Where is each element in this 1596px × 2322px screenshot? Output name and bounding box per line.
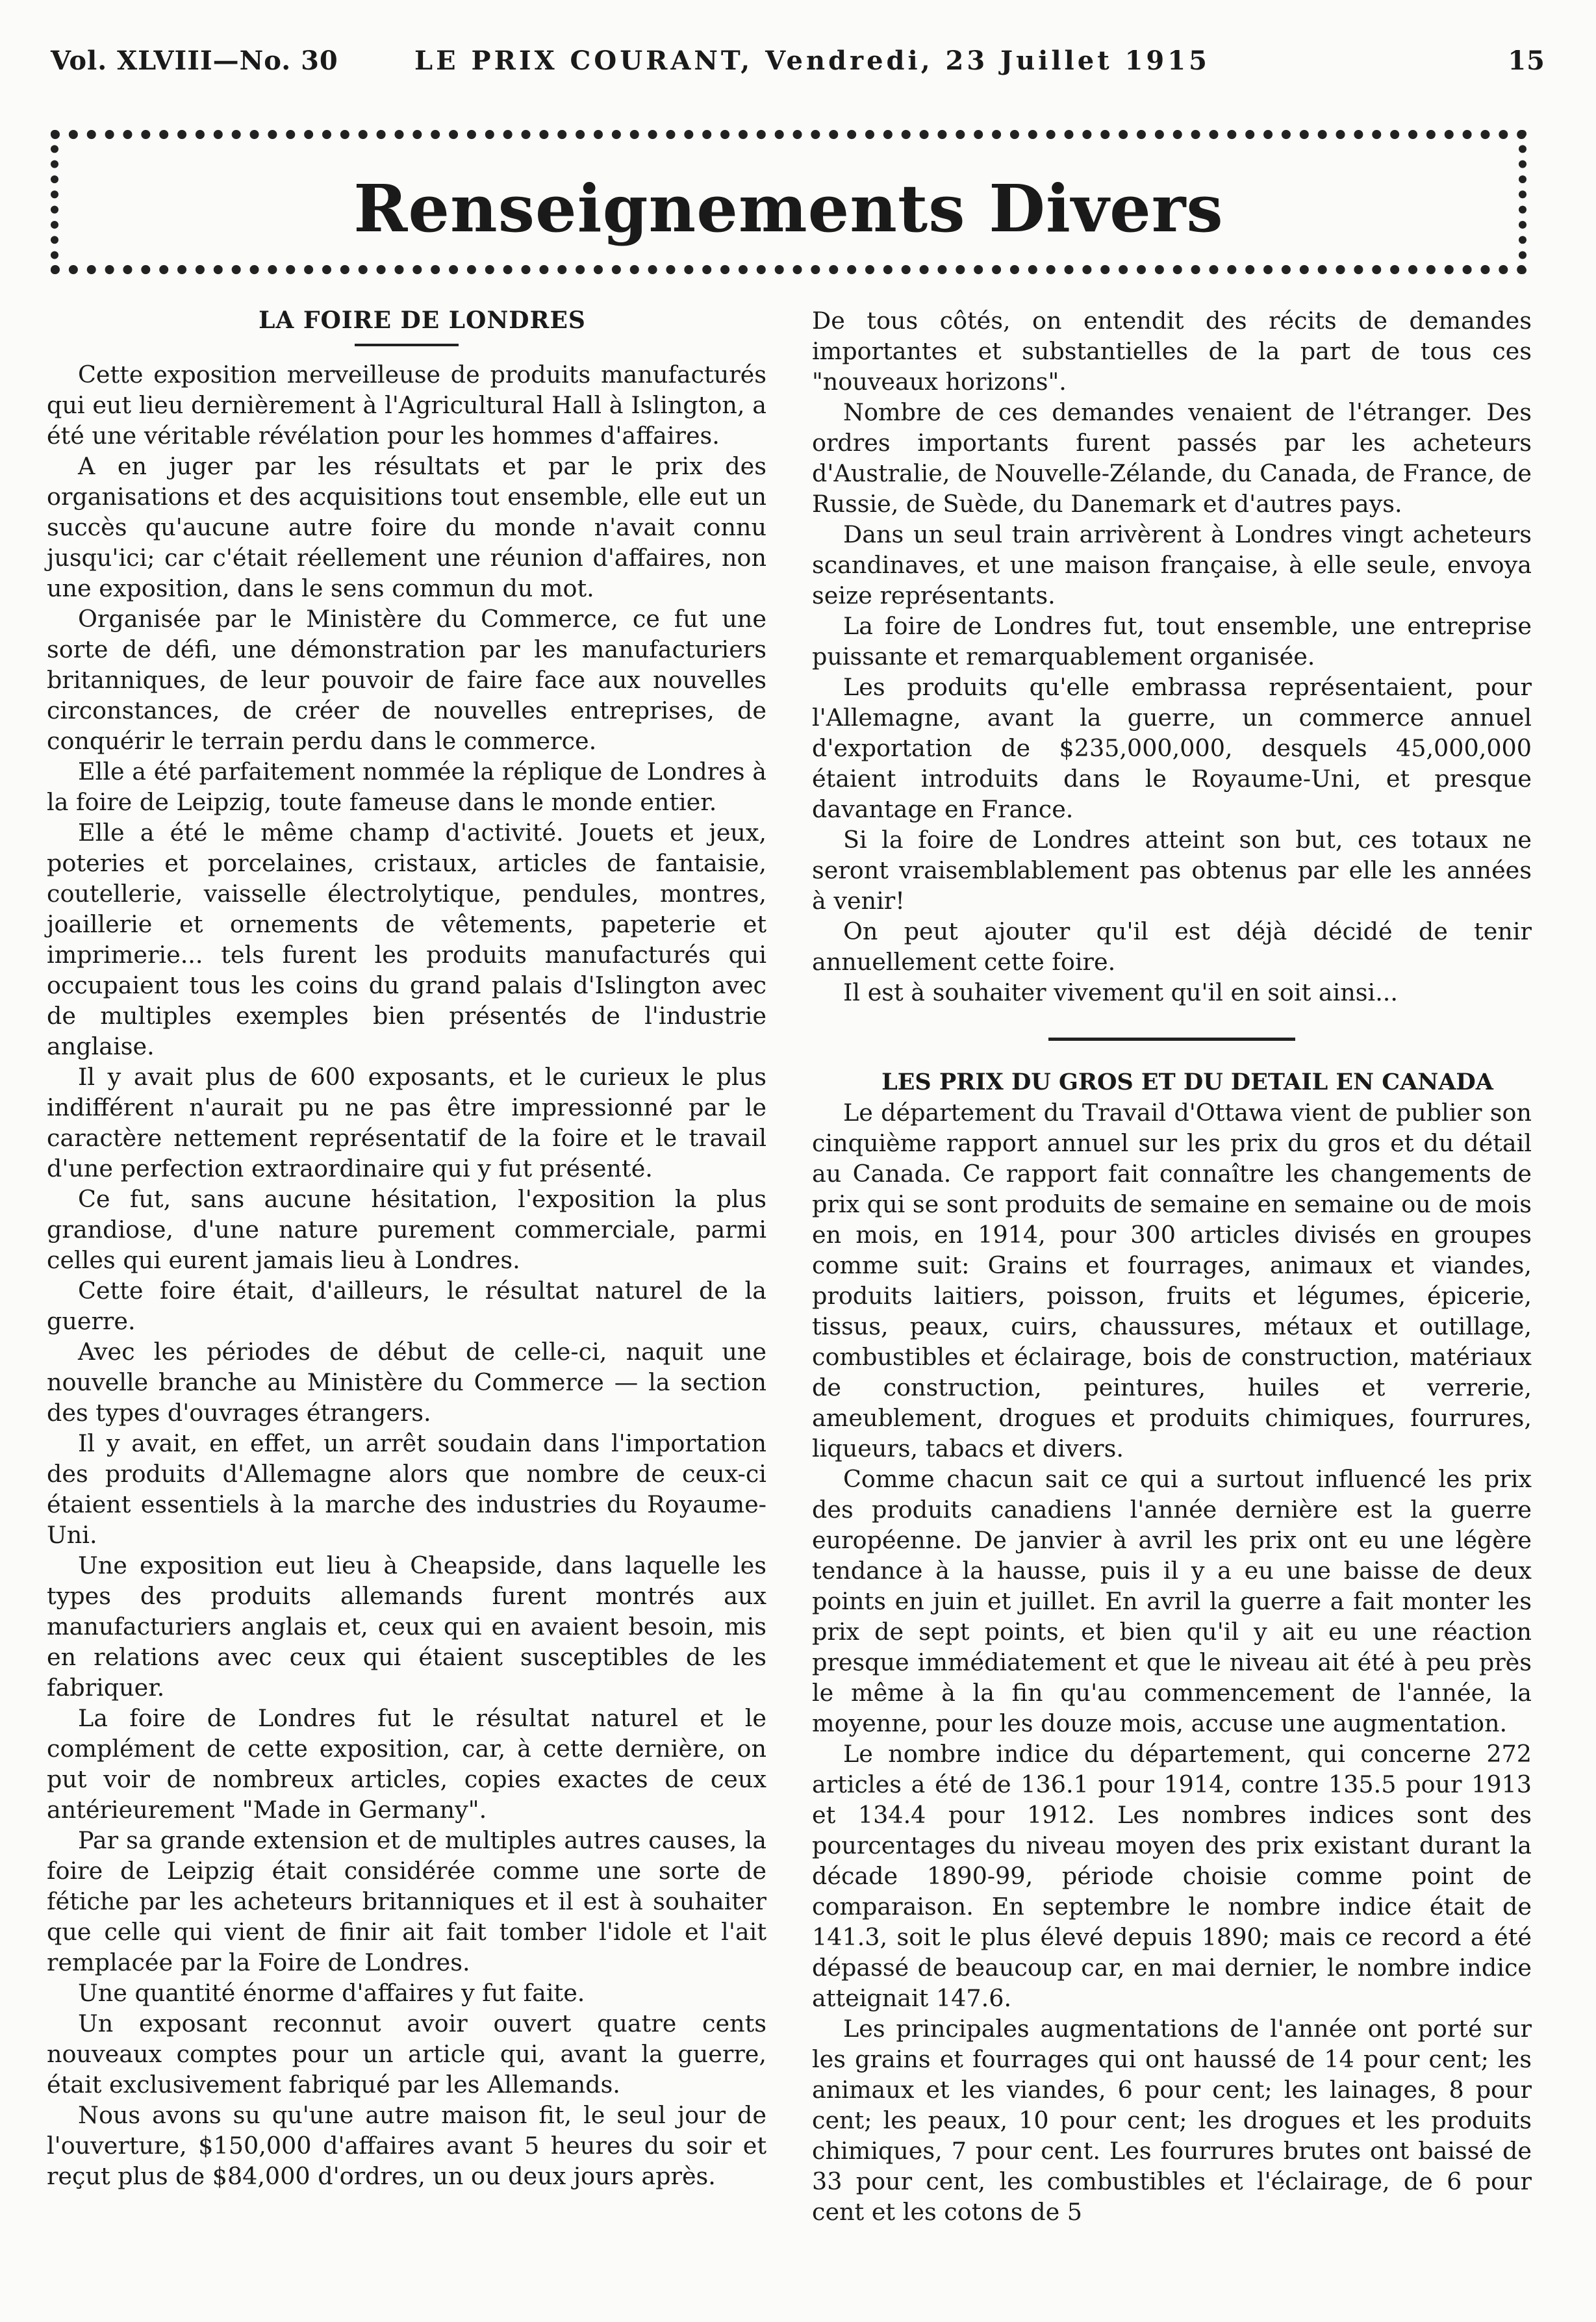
paragraph: Ce fut, sans aucune hésitation, l'exposition la plus grandiose, d'une nature purement commerciale, parmi celles qui eurent jamais lieu à Londres.: [47, 1185, 766, 1274]
paragraph: Cette exposition merveilleuse de produits manufacturés qui eut lieu dernièrement à l'Agricultural Hall à Islington, a été une véritable révélation pour les hommes d'affaires.: [47, 361, 766, 450]
paragraph: Organisée par le Ministère du Commerce, ce fut une sorte de défi, une démonstration par les manufacturiers britanniques, de leur pouvoir de faire face aux nouvelles circonstances, de créer de nouvelles entreprises, de conquérir le terrain perdu dans le commerce.: [47, 605, 766, 755]
left-column: [47, 305, 766, 2191]
page-number: 15: [1508, 45, 1545, 76]
paragraph: Les produits qu'elle embrassa représentaient, pour l'Allemagne, avant la guerre, un commerce annuel d'exportation de $235,000,000, desquels 45,000,000 étaient introduits dans le Royaume-Uni, et presque davantage en France.: [812, 673, 1532, 823]
article-heading-prix-du-gros: LES PRIX DU GROS ET DU DETAIL EN CANADA: [881, 1069, 1493, 1095]
paragraph: Avec les périodes de début de celle-ci, naquit une nouvelle branche au Ministère du Commerce — la section des types d'ouvrages étrangers.: [47, 1338, 766, 1427]
volume-number: Vol. XLVIII—No. 30: [51, 45, 338, 76]
paragraph: Nous avons su qu'une autre maison fit, le seul jour de l'ouverture, $150,000 d'affaires avant 5 heures du soir et reçut plus de $84,000 d'ordres, un ou deux jours après.: [47, 2101, 766, 2190]
paragraph: Elle a été parfaitement nommée la réplique de Londres à la foire de Leipzig, toute fameuse dans le monde entier.: [47, 758, 766, 816]
article-separator-rule: [1048, 1038, 1295, 1041]
heading-rule: [355, 344, 459, 346]
paragraph: Une exposition eut lieu à Cheapside, dans laquelle les types des produits allemands furent montrés aux manufacturiers anglais et, ceux qui en avaient besoin, mis en relations avec ceux qui étaient susceptibles de les fabriquer.: [47, 1551, 766, 1702]
article-heading-foire-de-londres: LA FOIRE DE LONDRES: [259, 307, 586, 334]
paragraph: Les principales augmentations de l'année ont porté sur les grains et fourrages qui ont haussé de 14 pour cent; les animaux et les viandes, 6 pour cent; les lainages, 8 pour cent; les peaux, 10 pour cent; les drogues et les produits chimiques, 7 pour cent. Les fourrures brutes ont baissé de 33 pour cent, les combustibles et l'éclairage, de 6 pour cent et les cotons de 5: [812, 2015, 1532, 2226]
paragraph: Par sa grande extension et de multiples autres causes, la foire de Leipzig était considérée comme une sorte de fétiche par les acheteurs britanniques et il est à souhaiter que celle qui vient de finir ait fait tomber l'idole et l'ait remplacée par la Foire de Londres.: [47, 1826, 766, 1976]
paragraph: Dans un seul train arrivèrent à Londres vingt acheteurs scandinaves, et une maison française, à elle seule, envoya seize représentants.: [812, 520, 1532, 609]
right-column: [812, 305, 1532, 2227]
paragraph: Elle a été le même champ d'activité. Jouets et jeux, poteries et porcelaines, cristaux, articles de fantaisie, coutellerie, vaisselle électrolytique, pendules, montres, joaillerie et ornements de vêtements, papeterie et imprimerie... tels furent les produits manufacturés qui occupaient tous les coins du grand palais d'Islington avec de multiples exemples bien présentés de l'industrie anglaise.: [47, 819, 766, 1060]
paragraph: Le département du Travail d'Ottawa vient de publier son cinquième rapport annuel sur les prix du gros et du détail au Canada. Ce rapport fait connaître les changements de prix qui se sont produits de semaine en semaine ou de mois en mois, en 1914, pour 300 articles divisés en groupes comme suit: Grains et fourrages, animaux et viandes, produits laitiers, poisson, fruits et légumes, épicerie, tissus, peaux, cuirs, chaussures, métaux et outillage, combustibles et éclairage, bois de construction, matériaux de construction, peintures, huiles et verrerie, ameublement, drogues et produits chimiques, fourrures, liqueurs, tabacs et divers.: [812, 1099, 1532, 1462]
paragraph: Il y avait plus de 600 exposants, et le curieux le plus indifférent n'aurait pu ne pas être impressionné par le caractère nettement représentatif de la foire et le travail d'une perfection extraordinaire qui y fut présenté.: [47, 1063, 766, 1182]
paragraph: Si la foire de Londres atteint son but, ces totaux ne seront vraisemblablement pas obtenus par elle les années à venir!: [812, 826, 1532, 915]
paragraph: Il y avait, en effet, un arrêt soudain dans l'importation des produits d'Allemagne alors que nombre de ceux-ci étaient essentiels à la marche des industries du Royaume-Uni.: [47, 1429, 766, 1549]
paragraph: Un exposant reconnut avoir ouvert quatre cents nouveaux comptes pour un article qui, avant la guerre, était exclusivement fabriqué par les Allemands.: [47, 2009, 766, 2099]
paragraph: La foire de Londres fut le résultat naturel et le complément de cette exposition, car, à cette dernière, on put voir de nombreux articles, copies exactes de ceux antérieurement "Made in Germany".: [47, 1704, 766, 1824]
paragraph: On peut ajouter qu'il est déjà décidé de tenir annuellement cette foire.: [812, 917, 1532, 976]
paragraph: Une quantité énorme d'affaires y fut faite.: [78, 1979, 585, 2007]
paragraph: La foire de Londres fut, tout ensemble, une entreprise puissante et remarquablement organisée.: [812, 612, 1532, 670]
paragraph: Comme chacun sait ce qui a surtout influencé les prix des produits canadiens l'année dernière est la guerre européenne. De janvier à avril les prix ont eu une légère tendance à la hausse, puis il y a eu une baisse de deux points en juin et juillet. En avril la guerre a fait monter les prix de sept points, et bien qu'il y ait eu une réaction presque immédiatement et que le niveau ait été à peu près le même à la fin qu'au commencement de l'année, la moyenne, pour les douze mois, accuse une augmentation.: [812, 1465, 1532, 1737]
paragraph: Nombre de ces demandes venaient de l'étranger. Des ordres importants furent passés par les acheteurs d'Australie, de Nouvelle-Zélande, du Canada, de France, de Russie, de Suède, du Danemark et d'autres pays.: [812, 398, 1532, 518]
paragraph: A en juger par les résultats et par le prix des organisations et des acquisitions tout ensemble, elle eut un succès qu'aucune autre foire du monde n'avait connu jusqu'ici; car c'était réellement une réunion d'affaires, non une exposition, dans le sens commun du mot.: [47, 452, 766, 602]
paragraph: Cette foire était, d'ailleurs, le résultat naturel de la guerre.: [47, 1277, 766, 1335]
paragraph: Il est à souhaiter vivement qu'il en soit ainsi...: [843, 978, 1399, 1006]
paragraph-continued: De tous côtés, on entendit des récits de demandes importantes et substantielles de la part de tous ces "nouveaux horizons".: [812, 307, 1532, 396]
section-banner: [51, 130, 1526, 274]
publication-title-date: LE PRIX COURANT, Vendredi, 23 Juillet 1915: [414, 45, 1210, 76]
section-title: Renseignements Divers: [353, 170, 1224, 247]
running-head: [51, 45, 1545, 84]
paragraph: Le nombre indice du département, qui concerne 272 articles a été de 136.1 pour 1914, contre 135.5 pour 1913 et 134.4 pour 1912. Les nombres indices sont des pourcentages du niveau moyen des prix existant durant la décade 1890-99, période choisie comme point de comparaison. En septembre le nombre indice était de 141.3, soit le plus élevé depuis 1890; mais ce record a été dépassé de beaucoup car, en mai dernier, le nombre indice atteignait 147.6.: [812, 1740, 1532, 2012]
